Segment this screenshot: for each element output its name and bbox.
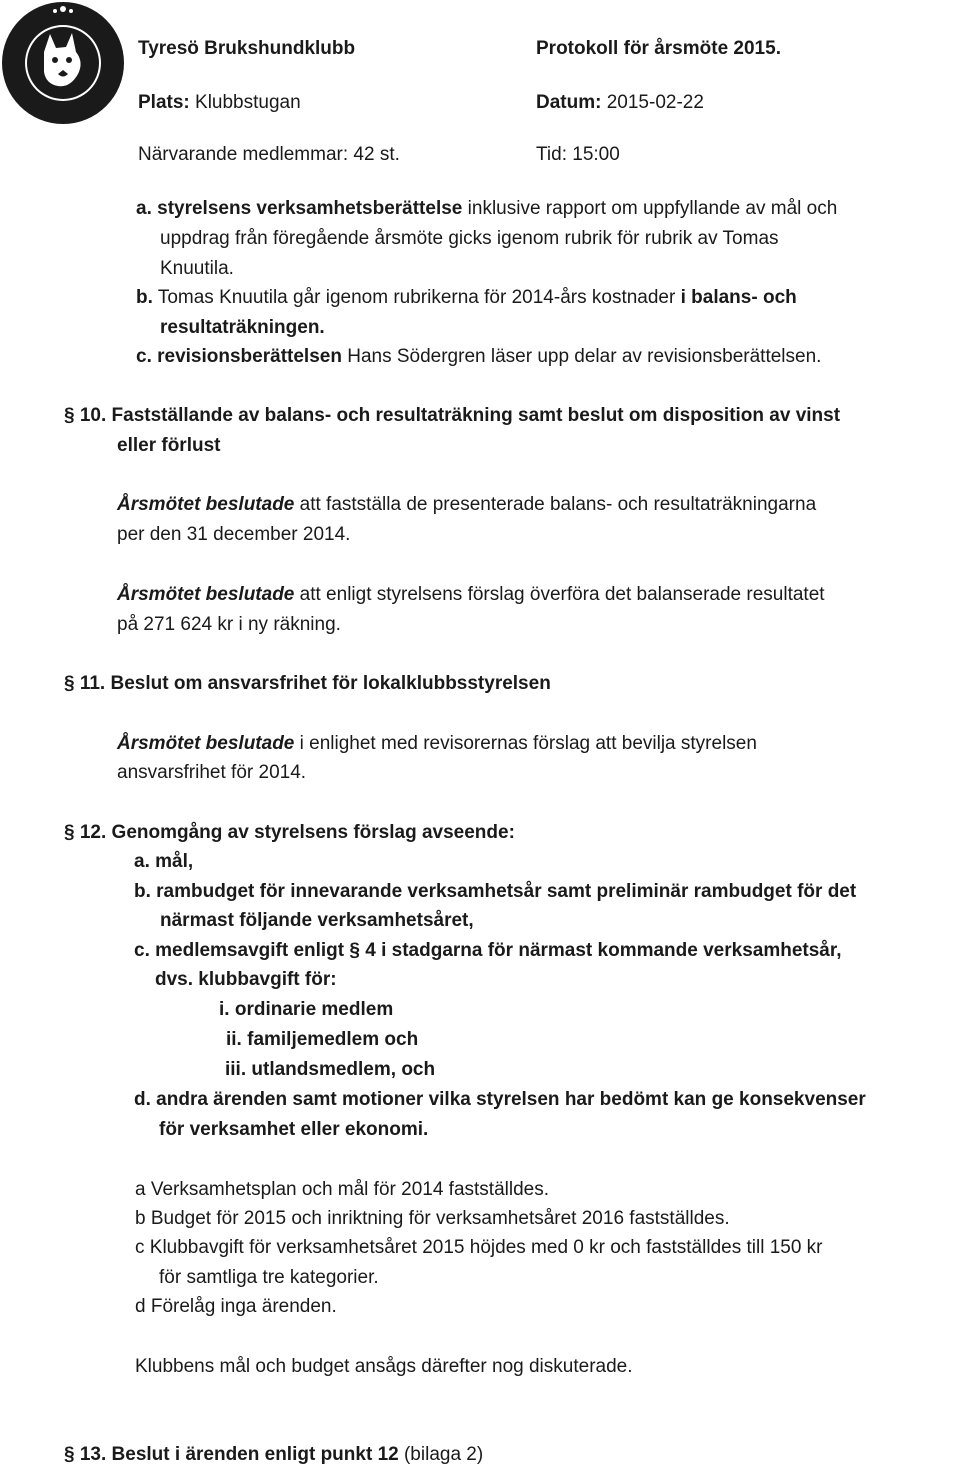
section-11-decision-cont: ansvarsfrihet för 2014. [117, 762, 307, 783]
place-label: Plats: [138, 92, 190, 113]
decision-text: att fastställa de presenterade balans- och resultaträkningarna [294, 494, 817, 515]
item-12b-line1: b. rambudget för innevarande verksamhetsår samt preliminär rambudget för det [134, 881, 857, 902]
item-9b-line1 [136, 287, 797, 309]
item-12c-iii: iii. utlandsmedlem, och [225, 1059, 436, 1080]
decision-text: att enligt styrelsens förslag överföra det balanserade resultatet [294, 584, 825, 605]
section-12-heading: § 12. Genomgång av styrelsens förslag avseende: [64, 822, 515, 843]
section-10-decision-2-cont: på 271 624 kr i ny räkning. [117, 614, 341, 635]
section-10-heading-cont: eller förlust [117, 435, 221, 456]
section-11-heading: § 11. Beslut om ansvarsfrihet för lokalklubbsstyrelsen [64, 673, 551, 694]
item-12d-line1: d. andra ärenden samt motioner vilka styrelsen har bedömt kan ge konsekvenser [134, 1089, 866, 1110]
item-9a-line2: uppdrag från föregående årsmöte gicks igenom rubrik för rubrik av Tomas [160, 228, 779, 249]
club-logo [0, 0, 126, 126]
decision-label: Årsmötet beslutade [117, 584, 295, 605]
place-field [138, 92, 301, 114]
item-9c [136, 346, 821, 368]
section-10-decision-1-cont: per den 31 december 2014. [117, 524, 351, 545]
result-12b: b Budget för 2015 och inriktning för verksamhetsåret 2016 fastställdes. [135, 1208, 730, 1229]
date-value: 2015-02-22 [601, 92, 704, 113]
item-9c-prefix: c. revisionsberättelsen [136, 346, 342, 367]
item-9b-text: Tomas Knuutila går igenom rubrikerna för 2014-års kostnader [152, 287, 681, 308]
place-value: Klubbstugan [189, 92, 301, 113]
item-9a-line1 [136, 198, 837, 220]
section-10-decision-2 [117, 584, 825, 606]
section-13-heading-bold: § 13. Beslut i ärenden enligt punkt 12 [64, 1444, 399, 1465]
section-13-heading-rest: (bilaga 2) [398, 1444, 484, 1465]
decision-label: Årsmötet beslutade [117, 494, 295, 515]
item-9c-text: Hans Södergren läser upp delar av revisionsberättelsen. [341, 346, 822, 367]
section-11-decision [117, 733, 757, 755]
item-12c-i: i. ordinarie medlem [219, 999, 394, 1020]
item-12c-ii: ii. familjemedlem och [226, 1029, 419, 1050]
decision-text: i enlighet med revisorernas förslag att bevilja styrelsen [294, 733, 757, 754]
item-12b-line2: närmast följande verksamhetsåret, [160, 910, 474, 931]
item-12c-line2: dvs. klubbavgift för: [155, 969, 337, 990]
item-9b-line2: resultaträkningen. [160, 317, 325, 338]
item-9a-text: inklusive rapport om uppfyllande av mål och [462, 198, 838, 219]
club-name: Tyresö Brukshundklubb [138, 38, 356, 59]
protocol-title: Protokoll för årsmöte 2015. [536, 38, 781, 59]
section-13-heading [64, 1444, 483, 1466]
item-12d-line2: för verksamhet eller ekonomi. [159, 1119, 429, 1140]
decision-label: Årsmötet beslutade [117, 733, 295, 754]
item-9a-prefix: a. styrelsens verksamhetsberättelse [136, 198, 463, 219]
attendees-count: Närvarande medlemmar: 42 st. [138, 144, 400, 165]
result-12d: d Förelåg inga ärenden. [135, 1296, 337, 1317]
item-9b-bold: i balans- och [680, 287, 797, 308]
item-9a-line3: Knuutila. [160, 258, 234, 279]
item-12a: a. mål, [134, 851, 194, 872]
date-field [536, 92, 704, 114]
meeting-time: Tid: 15:00 [536, 144, 620, 165]
date-label: Datum: [536, 92, 602, 113]
result-12c-line2: för samtliga tre kategorier. [159, 1267, 379, 1288]
result-12c-line1: c Klubbavgift för verksamhetsåret 2015 höjdes med 0 kr och fastställdes till 150 kr [135, 1237, 823, 1258]
section-12-summary: Klubbens mål och budget ansågs därefter nog diskuterade. [135, 1356, 633, 1377]
section-10-decision-1 [117, 494, 816, 516]
item-12c-line1: c. medlemsavgift enligt § 4 i stadgarna för närmast kommande verksamhetsår, [134, 940, 842, 961]
item-9b-prefix: b. [136, 287, 153, 308]
section-10-heading: § 10. Fastställande av balans- och resultaträkning samt beslut om disposition av vinst [64, 405, 841, 426]
result-12a: a Verksamhetsplan och mål för 2014 fastställdes. [135, 1179, 550, 1200]
